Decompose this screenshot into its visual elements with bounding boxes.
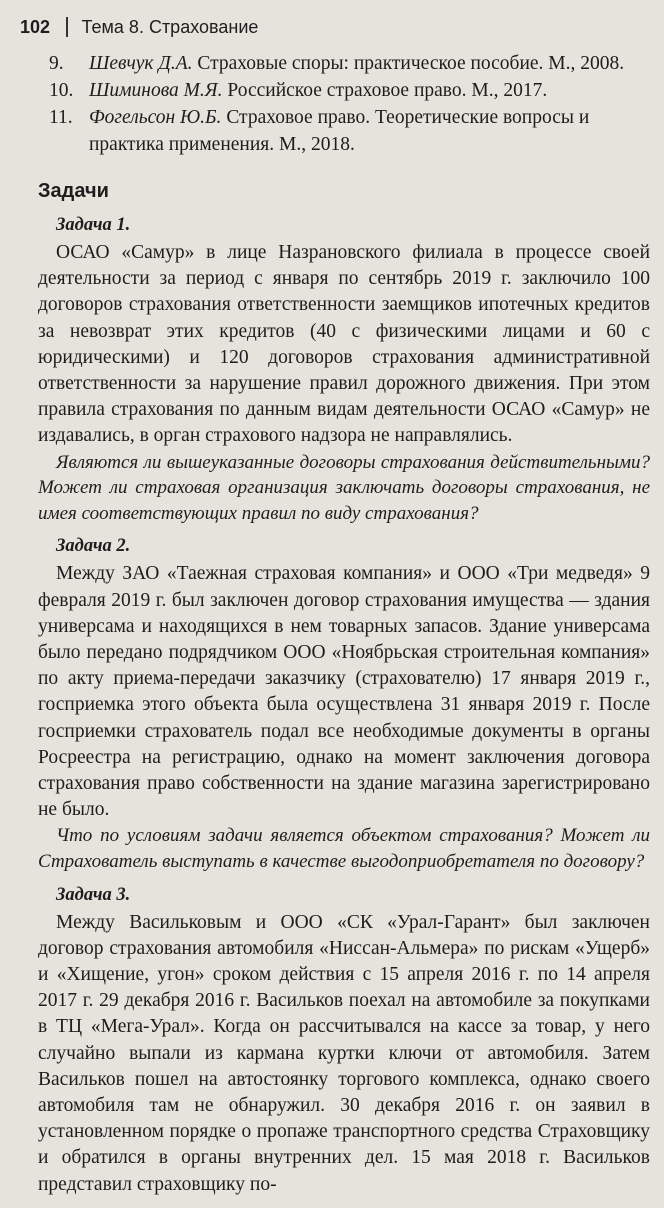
page-number: 102 [20, 16, 51, 37]
section-title: Задачи [38, 180, 109, 202]
reference-list [38, 50, 650, 158]
reference-text: Российское страховое право. М., 2017. [222, 80, 548, 101]
task-title: Задача 3. [56, 884, 131, 905]
task-text: Между ЗАО «Таежная страховая компания» и ООО «Три медведя» 9 февраля 2019 г. был заключен договор страхования имущества — здания универсама и находящихся в нем товарных запасов. Здание универсама было передано подрядчиком ООО «Ноябрьская строительная компания» по акту приема-передачи заказчику (страхователю) 17 января 2019 г., госприемка этого объекта была осуществлена 31 января 2019 г. После госприемки страхователь подал все необходимые документы в органы Росреестра на регистрацию, однако на момент заключения договора страхования право собственности на здание магазина зарегистрировано не было. [38, 563, 650, 821]
task-question: Являются ли вышеуказанные договоры страхования действительными? Может ли страховая организация заключать договоры страхования, не имея соответствующих правил по виду страхования? [38, 451, 650, 524]
task-text: Между Васильковым и ООО «СК «Урал-Гарант» был заключен договор страхования автомобиля «Ниссан-Альмера» по рискам «Ущерб» и «Хищение, угон» сроком действия с 15 апреля 2016 г. по 14 апреля 2017 г. 29 декабря 2016 г. Васильков поехал на автомобиле за покупками в ТЦ «Мега-Урал». Когда он рассчитывался на кассе за товар, у него случайно выпали из кармана куртки ключи от автомобиля. Затем Васильков пошел на автостоянку торгового комплекса, однако своего автомобиля там не обнаружил. 30 декабря 2016 г. он заявил в установленном порядке о пропаже транспортного средства Страховщику и обратился в органы внутренних дел. 15 мая 2018 г. Васильков представил страховщику по- [38, 911, 650, 1195]
reference-number: 9. [49, 53, 64, 74]
task-question: Что по условиям задачи является объектом страхования? Может ли Страхователь выступать в качестве выгодоприобретателя по договору? [38, 825, 650, 873]
reference-item [38, 104, 650, 158]
task-text: ОСАО «Самур» в лице Назрановского филиала в процессе своей деятельности за период с января по сентябрь 2019 г. заключило 100 договоров страхования ответственности заемщиков ипотечных кредитов за невозврат этих кредитов (40 с физическими лицами и 60 с юридическими) и 120 договоров страхования административной ответственности за нарушение правил дорожного движения. При этом правила страхования по данным видам деятельности ОСАО «Самур» не издавались, в орган страхового надзора не направлялись. [38, 242, 650, 447]
reference-item [38, 50, 650, 77]
reference-number: 11. [49, 107, 73, 128]
reference-text: Страховое право. Теоретические вопросы и практика применения. М., 2018. [89, 107, 590, 155]
task-title: Задача 1. [56, 215, 131, 235]
reference-item [38, 77, 650, 104]
running-header [20, 12, 644, 42]
reference-author: Фогельсон Ю.Б. [89, 107, 222, 128]
header-divider [66, 17, 68, 37]
reference-number: 10. [49, 80, 74, 101]
page-content [38, 50, 650, 1208]
reference-text: Страховые споры: практическое пособие. М., 2008. [192, 53, 625, 74]
task-3 [38, 885, 650, 1198]
chapter-title: Тема 8. Страхование [81, 16, 259, 37]
task-title: Задача 2. [56, 536, 131, 557]
reference-author: Шиминова М.Я. [89, 80, 223, 101]
task-2 [38, 536, 650, 874]
task-1 [38, 215, 650, 526]
reference-author: Шевчук Д.А. [89, 53, 193, 74]
